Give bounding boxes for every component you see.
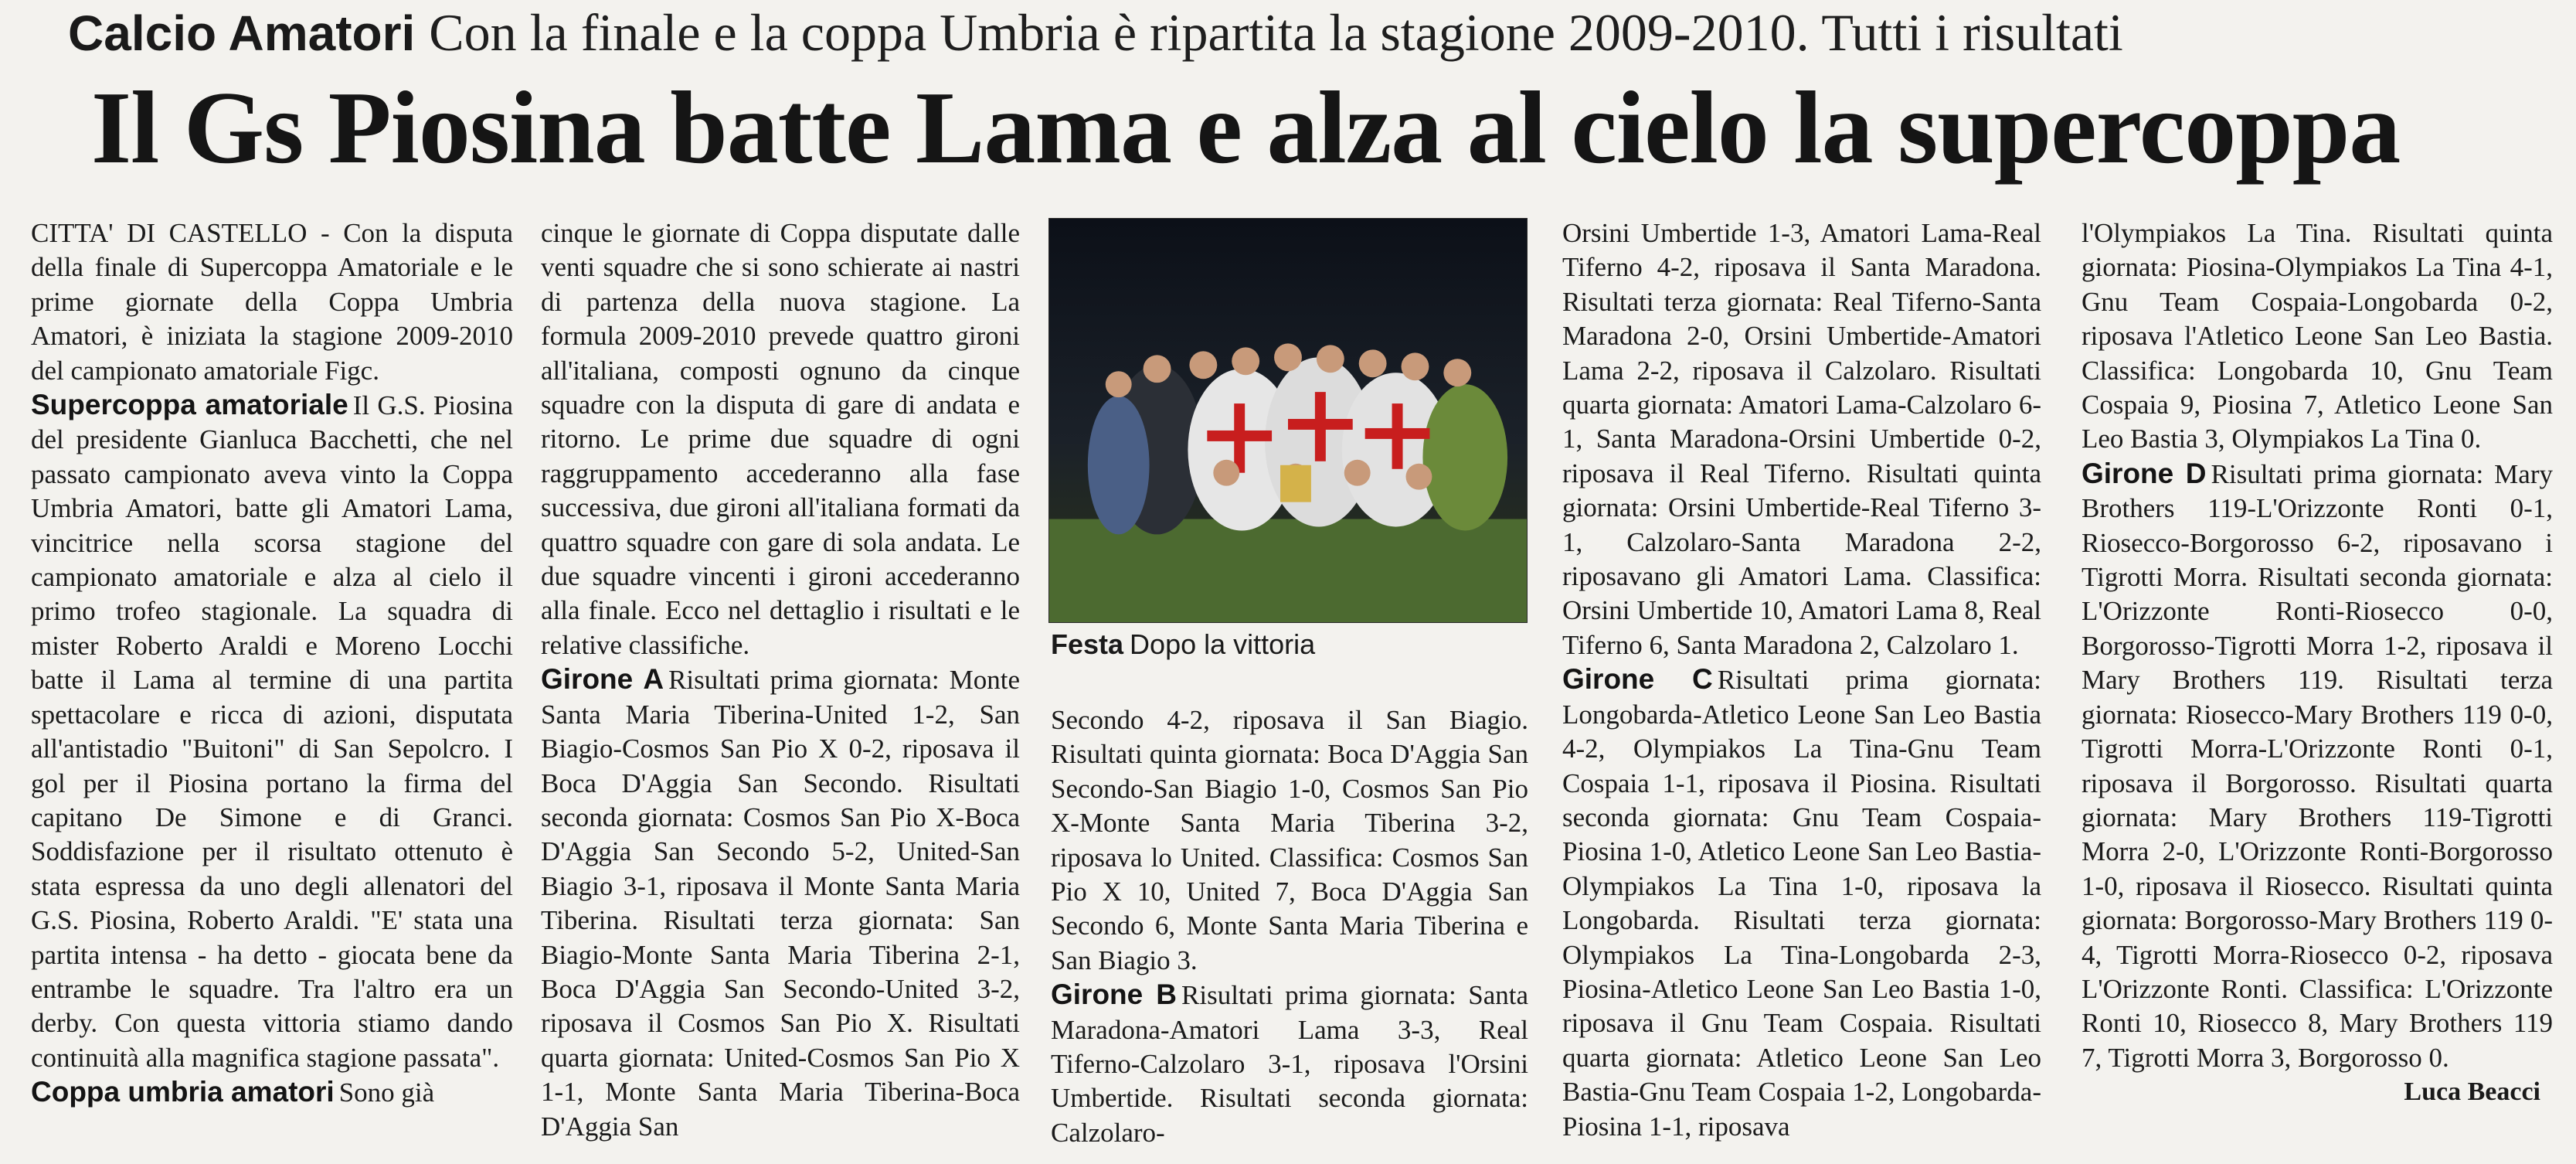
subhead-girone-d: Girone D xyxy=(2082,457,2207,489)
team-celebration-photo xyxy=(1048,218,1528,623)
girone-b-results: Risultati prima giornata: Santa Maradona-Amatori Lama 3-3, Real Tiferno-Calzolaro 3-1, riposava l'Orsini Umbertide. Risultati seconda giornata: Calzolaro- xyxy=(1051,980,1528,1148)
article-author: Luca Beacci xyxy=(2404,1077,2540,1106)
coppa-umbria-paragraph: Sono già xyxy=(338,1077,435,1108)
article-headline: Il Gs Piosina batte Lama e alza al cielo la supercoppa xyxy=(91,70,2401,185)
girone-a-results-cont: Secondo 4-2, riposava il San Biagio. Risultati quinta giornata: Boca D'Aggia San Secondo-San Biagio 1-0, Cosmos San Pio X-Monte Santa Maria Tiberina 3-2, riposava lo United. Classifica: Cosmos San Pio X 10, United 7, Boca D'Aggia San Secondo 6, Monte Santa Maria Tiberina e San Biagio 3. xyxy=(1051,705,1528,975)
subhead-girone-a: Girone A xyxy=(541,663,664,696)
photo-caption xyxy=(1051,628,1530,662)
section-label: Calcio Amatori xyxy=(68,5,416,61)
subhead-girone-c: Girone C xyxy=(1562,663,1713,696)
girone-b-results-cont: Orsini Umbertide 1-3, Amatori Lama-Real Tiferno 4-2, riposava il Santa Maradona. Risultati terza giornata: Real Tiferno-Santa Maradona 2-0, Orsini Umbertide-Amatori Lama 2-2, riposava il Calzolaro. Risultati quarta giornata: Amatori Lama-Calzolaro 6-1, Santa Maradona-Orsini Umbertide 0-2, riposava il Real Tiferno. Risultati quinta giornata: Orsini Umbertide-Real Tiferno 3-1, Calzolaro-Santa Maradona 2-2, riposavano gli Amatori Lama. Classifica: Orsini Umbertide 10, Amatori Lama 8, Real Tiferno 6, Santa Maradona 2, Calzolaro 1. xyxy=(1562,218,2041,660)
girone-c-results-cont: l'Olympiakos La Tina. Risultati quinta giornata: Piosina-Olympiakos La Tina 4-1, Gnu Team Cospaia-Longobarda 0-2, riposava l'Atletico Leone San Leo Bastia. Classifica: Longobarda 10, Gnu Team Cospaia 9, Piosina 7, Atletico Leone San Leo Bastia 3, Olympiakos La Tina 0. xyxy=(2082,218,2553,454)
supercoppa-paragraph: Il G.S. Piosina del presidente Gianluca Bacchetti, che nel passato campionato aveva vinto la Coppa Umbria Amatori, batte gli Amatori Lama, vincitrice nella scorsa stagione del campionato amatoriale e alza al cielo il primo trofeo stagionale. La squadra di mister Roberto Araldi e Moreno Locchi batte il Lama al termine di una partita spettacolare e ricca di azioni, disputata all'antistadio "Buitoni" di San Sepolcro. I gol per il Piosina portano la firma del capitano De Simone e di Granci. Soddisfazione per il risultato ottenuto è stata espressa da uno degli allenatori del G.S. Piosina, Roberto Araldi. "E' stata una partita intensa - ha detto - giocata bene da entrambe le squadre. Tra l'altro era un derby. Con questa vittoria stiamo dando continuità alla magnifica stagione passata". xyxy=(31,390,513,1073)
girone-a-results: Risultati prima giornata: Monte Santa Maria Tiberina-United 1-2, San Biagio-Cosmos San Pio X 0-2, riposava il Boca D'Aggia San Secondo. Risultati seconda giornata: Cosmos San Pio X-Boca D'Aggia San Secondo 5-2, United-San Biagio 3-1, riposava il Monte Santa Maria Tiberina. Risultati terza giornata: San Biagio-Monte Santa Maria Tiberina 2-1, Boca D'Aggia San Secondo-United 3-2, riposava il Cosmos San Pio X. Risultati quarta giornata: United-Cosmos San Pio X 1-1, Monte Santa Maria Tiberina-Boca D'Aggia San xyxy=(541,665,1020,1142)
article-kicker xyxy=(68,3,2540,62)
caption-lead: Festa xyxy=(1051,628,1124,660)
subhead-girone-b: Girone B xyxy=(1051,979,1178,1011)
lead-paragraph: CITTA' DI CASTELLO - Con la disputa della finale di Supercoppa Amatoriale e le prime giornate della Coppa Umbria Amatori, è iniziata la stagione 2009-2010 del campionato amatoriale Figc. xyxy=(31,218,513,386)
photo-illustration xyxy=(1049,219,1527,622)
girone-d-results: Risultati prima giornata: Mary Brothers 119-L'Orizzonte Ronti 0-1, Riosecco-Borgorosso 6-2, riposavano i Tigrotti Morra. Risultati seconda giornata: L'Orizzonte Ronti-Riosecco 0-0, Borgorosso-Tigrotti Morra 1-2, riposava il Mary Brothers 119. Risultati terza giornata: Riosecco-Mary Brothers 119 0-0, Tigrotti Morra-L'Orizzonte Ronti 0-1, riposava il Borgorosso. Risultati quarta giornata: Mary Brothers 119-Tigrotti Morra 2-0, L'Orizzonte Ronti-Borgorosso 1-0, riposava il Riosecco. Risultati quinta giornata: Borgorosso-Mary Brothers 119 0-4, Tigrotti Morra-Riosecco 0-2, riposava L'Orizzonte Ronti. Classifica: L'Orizzonte Ronti 10, Riosecco 8, Mary Brothers 119 7, Tigrotti Morra 3, Borgorosso 0. xyxy=(2082,458,2553,1073)
article-column-3 xyxy=(1562,216,2041,1142)
article-subtitle: Con la finale e la coppa Umbria è ripartita la stagione 2009-2010. Tutti i risultati xyxy=(429,3,2123,62)
coppa-format-paragraph: cinque le giornate di Coppa disputate dalle venti squadre che si sono schierate ai nastri di partenza della nuova stagione. La formula 2009-2010 prevede quattro gironi all'italiana, composti ognuno da cinque squadre con la disputa di gare di andata e ritorno. Le prime due squadre di ogni raggruppamento accederanno alla fase successiva, due gironi all'italiana formati da quattro squadre con gare di sola andata. Le due squadre vincenti i gironi accederanno alla finale. Ecco nel dettaglio i risultati e le relative classifiche. xyxy=(541,218,1020,660)
article-column-4 xyxy=(2082,216,2553,1128)
girone-c-results: Risultati prima giornata: Longobarda-Atletico Leone San Leo Bastia 4-2, Olympiakos La Tina-Gnu Team Cospaia 1-1, riposava il Piosina. Risultati seconda giornata: Gnu Team Cospaia-Piosina 1-0, Atletico Leone San Leo Bastia-Olympiakos La Tina 1-0, riposava la Longobarda. Risultati terza giornata: Olympiakos La Tina-Longobarda 2-3, Piosina-Atletico Leone San Leo Bastia 1-0, riposava il Gnu Team Cospaia. Risultati quarta giornata: Atletico Leone San Leo Bastia-Gnu Team Cospaia 1-2, Longobarda-Piosina 1-1, riposava xyxy=(1562,665,2041,1142)
article-column-2b xyxy=(1051,703,1528,1148)
subhead-coppa-umbria: Coppa umbria amatori xyxy=(31,1076,335,1108)
caption-text: Dopo la vittoria xyxy=(1130,628,1316,660)
subhead-supercoppa: Supercoppa amatoriale xyxy=(31,389,348,421)
article-column-1 xyxy=(31,216,513,1128)
article-column-2 xyxy=(541,216,1020,1142)
